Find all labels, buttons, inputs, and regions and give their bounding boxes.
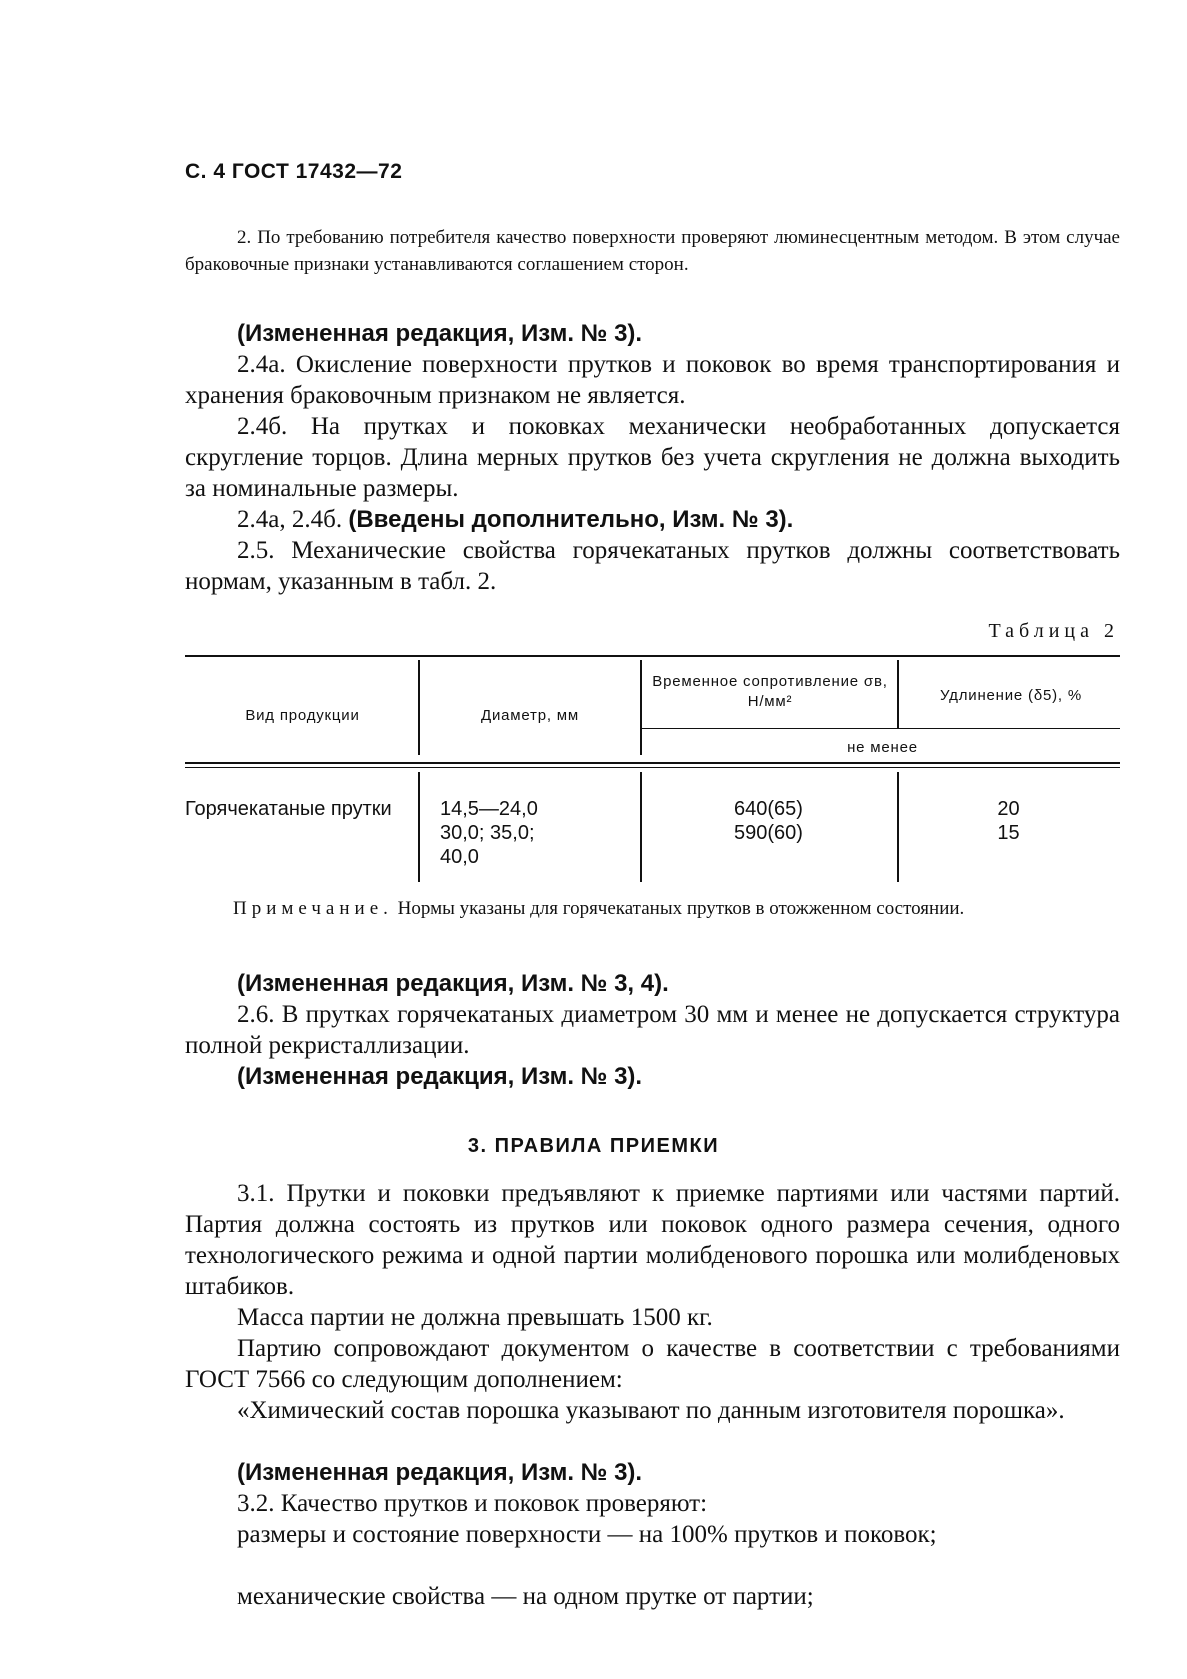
cell-diameter: 30,0; 35,0; [440, 822, 535, 844]
table-note-text: Нормы указаны для горячекатаных прутков в отожженном состоянии. [392, 898, 965, 919]
table-note-lead: Примечание. [233, 898, 393, 919]
table-top-rule [185, 655, 1120, 657]
amendment-note: (Измененная редакция, Изм. № 3, 4). [237, 970, 669, 997]
paragraph-ref: 2.4а, 2.4б. [237, 506, 349, 533]
table-note [185, 895, 1120, 922]
paragraph-2-5: 2.5. Механические свойства горячекатаных прутков должны соответствовать нормам, указанным в табл. 2. [185, 537, 1120, 595]
paragraph-document: Партию сопровождают документом о качестве в соответствии с требованиями ГОСТ 7566 со следующим дополнением: [185, 1335, 1120, 1393]
header-min-note: не менее [847, 739, 918, 756]
cell-diameter: 14,5—24,0 [440, 798, 538, 820]
paragraph-sizes: размеры и состояние поверхности — на 100% прутков и поковок; [237, 1521, 937, 1548]
table-caption: Таблица 2 [988, 620, 1119, 642]
cell-strength: 640(65) [734, 798, 803, 820]
table-subrule [640, 728, 1120, 729]
paragraph-mechanical: механические свойства — на одном прутке от партии; [237, 1583, 814, 1610]
header-elongation: Удлинение (δ5), % [940, 687, 1082, 704]
header-strength: Временное сопротивление σв, Н/мм² [652, 673, 888, 710]
table-divider [418, 660, 420, 755]
section-title: 3. ПРАВИЛА ПРИЕМКИ [467, 1135, 720, 1157]
cell-product: Горячекатаные прутки [185, 798, 392, 820]
paragraph-chemical: «Химический состав порошка указывают по данным изготовителя порошка». [237, 1397, 1065, 1424]
paragraph-2-4b: 2.4б. На прутках и поковках механически необработанных допускается скругление торцов. Длина мерных прутков без учета скругления не должна выходить за номинальные размеры. [185, 413, 1120, 502]
header-product: Вид продукции [245, 707, 360, 724]
table-divider [418, 772, 420, 882]
paragraph-mass: Масса партии не должна превышать 1500 кг. [237, 1304, 713, 1331]
cell-diameter: 40,0 [440, 846, 479, 868]
cell-strength: 590(60) [734, 822, 803, 844]
paragraph-introduced [185, 504, 1120, 535]
introduced-note: (Введены дополнительно, Изм. № 3). [348, 506, 794, 533]
paragraph-2-4a: 2.4а. Окисление поверхности прутков и поковок во время транспортирования и хранения браковочным признаком не является. [185, 351, 1120, 409]
amendment-note: (Измененная редакция, Изм. № 3). [237, 1063, 643, 1090]
table-header-double-rule [185, 762, 1120, 764]
paragraph-2-6: 2.6. В прутках горячекатаных диаметром 30 мм и менее не допускается структура полной рекристаллизации. [185, 1001, 1120, 1059]
note-paragraph: 2. По требованию потребителя качество поверхности проверяют люминесцентным методом. В этом случае браковочные признаки устанавливаются соглашением сторон. [185, 227, 1120, 275]
cell-elongation: 15 [997, 822, 1020, 844]
table-divider [640, 660, 642, 755]
paragraph-3-2: 3.2. Качество прутков и поковок проверяют: [237, 1490, 708, 1517]
amendment-note: (Измененная редакция, Изм. № 3). [237, 320, 643, 347]
page-header: С. 4 ГОСТ 17432—72 [185, 160, 403, 183]
table-divider [897, 660, 899, 728]
header-diameter: Диаметр, мм [480, 707, 579, 724]
amendment-note: (Измененная редакция, Изм. № 3). [237, 1459, 643, 1486]
paragraph-3-1: 3.1. Прутки и поковки предъявляют к приемке партиями или частями партий. Партия должна состоять из прутков или поковок одного размера сечения, одного технологического режима и одной партии молибденового порошка или молибденовых штабиков. [185, 1180, 1120, 1300]
table-header-double-rule [185, 767, 1120, 768]
cell-elongation: 20 [997, 798, 1020, 820]
